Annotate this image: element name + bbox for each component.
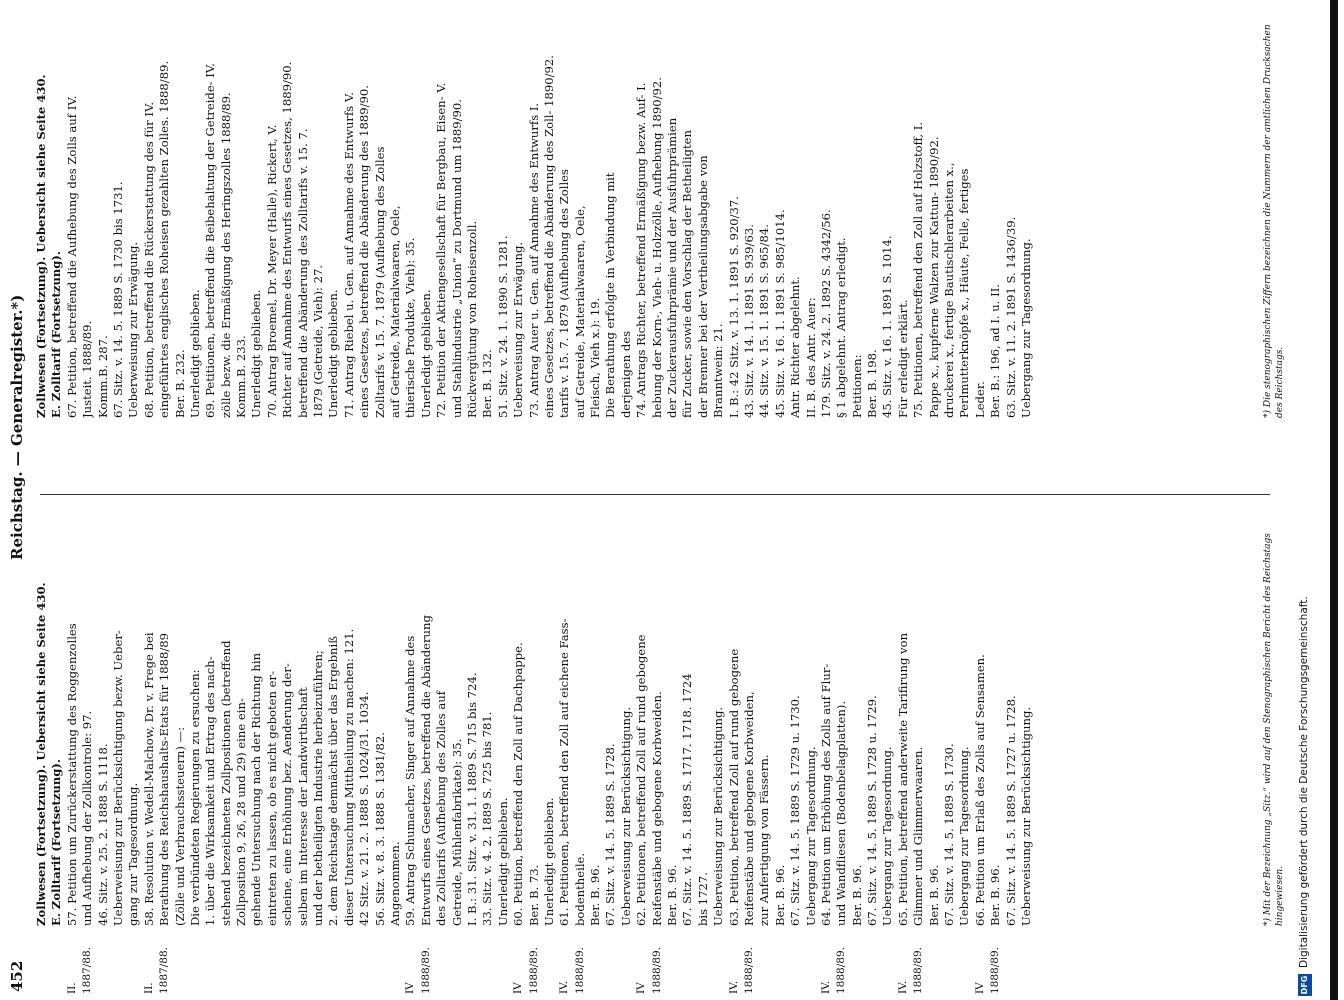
entry-text: 67. Sitz. v. 14. 5. 1889 S. 1717. 1718. 1724 [680,673,695,926]
entry-text: 63. Sitz. v. 11. 2. 1891 S. 1436/39. [1003,216,1018,418]
entry-line [511,504,526,994]
entry-text: E. Zolltarif (Fortsetzung). [49,759,64,926]
entry-text: 58. Resolution v. Wedell-Malchow, Dr. v. Frege bei [141,632,156,926]
entry-text: 67. Sitz. v. 14. 5. 1889 S. 1730. [942,743,957,926]
entry-text: selben im Interesse der Landwirthschaft [295,687,310,926]
entry-line [973,504,988,994]
entry-line [788,504,803,994]
entry-text: Komm.B. 233. [234,335,249,418]
session-label: 1888/89. [573,947,586,994]
entry-text: 71. Antrag Riebel u. Gen. auf Annahme des Entwurfs V. [341,92,356,418]
entry-line [311,504,326,994]
entry-line [680,0,695,486]
entry-text: Uebergang zur Tagesordnung. [880,746,895,926]
entry-line [173,504,188,994]
entry-text: 44. Sitz. v. 15. 1. 1891 S. 965/84. [757,224,772,418]
entry-text: Perlmutterknöpfe x., Häute, Felle, fertiges [957,168,972,418]
entry-text: Ueberweisung zur Erwägung. [511,241,526,418]
entry-text: Ber. B. 96. [772,864,787,926]
entry-line [696,0,711,486]
entry-line [527,0,542,486]
entry-line [142,504,157,994]
entry-text: Unerledigt geblieben. [541,797,556,926]
entry-text: Entwurfs eines Gesetzes, betreffend die Abänderung [418,615,433,926]
entry-line [234,0,249,486]
entry-line [757,504,772,994]
entry-line [634,0,649,486]
entry-line [111,504,126,994]
entry-text: Petitionen: [849,354,864,418]
credit-text: Digitalisierung gefördert durch die Deutsche Forschungsgemeinschaft. [1298,596,1310,968]
entry-text: Ber. B. 96. [665,864,680,926]
entry-line [834,504,849,994]
entry-text: Unerledigt geblieben. [326,289,341,418]
entry-text: 45. Sitz. v. 16. 1. 1891 S. 1014. [880,235,895,418]
entry-line [896,504,911,994]
entry-line [265,0,280,486]
entry-line [650,0,665,486]
entry-line [219,0,234,486]
entry-text: 63. Petition, betreffend Zoll auf rund gebogene [726,648,741,926]
left-column [34,504,1274,994]
session-label: 1887/88. [81,947,94,994]
entry-text: § 1 abgelehnt. Antrag erledigt. [834,237,849,418]
entry-text: und Aufhebung der Zollkontrole: 97. [80,710,95,926]
entry-line [865,504,880,994]
entry-line [49,0,64,486]
entry-line [111,0,126,486]
entry-line [80,0,95,486]
session-label: 1888/89. [912,947,925,994]
entry-text: 64. Petition um Erhöhung des Zolls auf Flur- [818,663,833,926]
right-column [34,0,1274,486]
entry-text: Ueberweisung zur Berücksichtigung. [618,706,633,926]
entry-line [988,0,1003,486]
entry-text: 46. Sitz. v. 25. 2. 1888 S. 1118. [95,743,110,926]
entry-line [203,0,218,486]
entry-line [757,0,772,486]
entry-line [650,504,665,994]
entry-line [819,0,834,486]
entry-line [896,0,911,486]
entry-text: Ber. B. 96. [988,864,1003,926]
entry-text: Glimmer und Glimmerwaaren. [911,746,926,926]
entry-text: 68. Petition, betreffend die Rückerstattung des für IV. [141,101,156,418]
entry-line [342,0,357,486]
entry-text: Berathung des Reichshaushalts-Etats für 1888/89 [157,632,172,926]
entry-text: Leder. [972,381,987,418]
session-label: II. [142,982,155,994]
entry-line [373,504,388,994]
entry-line [804,504,819,994]
entry-text: tarifs v. 15. 7. 1879 (Aufhebung des Zolles [557,169,572,418]
entry-line [696,504,711,994]
entry-line [465,504,480,994]
entry-text: Zollposition 9, 26, 28 und 29) eine ein- [234,698,249,926]
session-label: II. [65,982,78,994]
session-label: IV [635,982,648,994]
entry-text: 65. Petition, betreffend anderweite Tarifirung von [895,632,910,926]
entry-text: Uebergang zur Tagesordnung. [1019,238,1033,418]
entry-line [911,504,926,994]
entry-line [942,504,957,994]
entry-line [480,0,495,486]
entry-text: thierische Produkte, Vieh): 35. [403,237,418,418]
entry-text: Ber. B. 73. [526,864,541,926]
entry-text: 60. Petition, betreffend den Zoll auf Dachpappe. [511,642,526,926]
entry-text: 45. Sitz. v. 16. 1. 1891 S. 985/1014. [772,209,787,418]
entry-text: gang zur Tagesordnung. [126,782,141,926]
entry-line [1004,0,1019,486]
entry-text: und Stahlindustrie „Union“ zu Dortmund um 1889/90. [449,99,464,418]
entry-line [804,0,819,486]
entry-text: Ber. B. 132. [480,349,495,418]
entry-text: Richter auf Annahme des Entwurfs eines Gesetzes, 1889/90. [280,61,295,418]
entry-line [34,504,49,994]
entry-text: bodentheile. [572,852,587,926]
entry-line [557,0,572,486]
entry-text: II. B. des Antr. Auer: [803,297,818,418]
entry-text: Uebergang zur Tagesordnung. [803,746,818,926]
entry-line [957,0,972,486]
entry-text: Die Berathung erfolgte in Verbindung mit [603,172,618,418]
entry-line [527,504,542,994]
session-label: IV. [896,980,909,994]
entry-line [326,504,341,994]
entry-line [357,0,372,486]
entry-text: des Zolltarifs (Aufhebung des Zolles auf [434,690,449,926]
entry-text: 67. Petition, betreffend die Aufhebung des Zolls auf IV. [64,95,79,418]
entry-text: druckerei x., fertige Bautischlerarbeiten x., [942,162,957,418]
entry-line [157,504,172,994]
session-label: 1888/89. [419,947,432,994]
entry-line [249,504,264,994]
entry-text: 42 Sitz. v. 21. 2. 1888 S. 1024/31. 1034. [357,691,372,926]
entry-line [727,504,742,994]
entry-line [388,504,403,994]
entry-text: Unerledigt geblieben. [187,289,202,418]
entry-line [603,504,618,994]
entry-text: auf Getreide, Materialwaaren, Oele, [572,205,587,418]
entry-text: dieser Untersuchung Mittheilung zu machen: 121. [341,628,356,926]
entry-text: 72. Petition der Aktiengesellschaft für Bergbau, Eisen- V. [434,82,449,418]
entry-text: Ber. B.: 196, ad I. u. II. [988,284,1003,418]
entry-text: Justeit. 1888/89. [80,320,95,418]
entry-text: Ueberweisung zur Berücksichtigung. [1019,706,1033,926]
session-label: 1888/89. [527,947,540,994]
entry-text: für Zucker, sowie den Vorschlag der Betheiligten [680,130,695,418]
entry-text: 43. Sitz. v. 14. 1. 1891 S. 939/63. [741,224,756,418]
entry-text: der Brenner bei der Vertheilungsabgabe von [695,155,710,418]
entry-line [988,504,1003,994]
entry-text: Branntwein: 21. [711,323,726,418]
entry-line [880,504,895,994]
entry-line [296,0,311,486]
entry-line [342,504,357,994]
entry-text: Reifenstäbe und gebogene Korbweiden. [649,691,664,926]
entry-line [403,504,418,994]
entry-text: stehend bezeichneten Zollpositionen (betreffend [218,640,233,926]
entry-text: 1879 (Getreide, Vieh): 27. [311,264,326,418]
entry-line [203,504,218,994]
entry-line [173,0,188,486]
entry-line [834,0,849,486]
entry-line [711,504,726,994]
entry-line [773,504,788,994]
entry-line [880,0,895,486]
entry-text: Komm.B. 287. [95,335,110,418]
entry-text: Pappe x., kupferne Walzen zur Kattun- 1890/92. [926,136,941,418]
entry-text: Ber. B. 96. [849,864,864,926]
entry-line [234,504,249,994]
entry-text: 70. Antrag Broemel, Dr. Meyer (Halle), Rickert, V. [264,124,279,418]
entry-text: Unerledigt geblieben. [249,289,264,418]
entry-text: Ber. B. 96. [926,864,941,926]
entry-text: Antr. Richter abgelehnt. [788,276,803,418]
entry-text: auf Getreide, Materialwaaren, Oele, [387,205,402,418]
entry-line [727,0,742,486]
entry-text: eingeführtes englisches Roheisen gezahlten Zolles. 1888/89. [157,60,172,418]
entry-line [1019,504,1034,994]
entry-line [157,0,172,486]
dfg-logo: DFG [1298,974,1312,996]
entry-line [49,504,64,994]
entry-line [450,504,465,994]
digitization-credit [1298,0,1314,1000]
entry-text: 74. Antrags Richter, betreffend Ermäßigung bezw. Auf- I. [634,82,649,418]
entry-line [249,0,264,486]
entry-line [357,504,372,994]
session-label: 1888/89. [989,947,1002,994]
entry-text: Uebergang zur Tagesordnung. [957,746,972,926]
entry-text: der Zuckerausfuhrprämie und der Ausfuhrprämien [665,117,680,418]
entry-line [927,0,942,486]
entry-text: Ueberweisung zur Berücksichtigung. [711,706,726,926]
entry-text: E. Zolltarif (Fortsetzung). [49,251,64,418]
entry-text: Angenommen. [387,841,402,926]
entry-line [65,504,80,994]
entry-line [927,504,942,994]
entry-line [465,0,480,486]
entry-text: 75. Petitionen, betreffend den Zoll auf Holzstoff, I. [911,121,926,418]
entry-text: eines Gesetzes, betreffend die Abänderung des 1889/90. [357,85,372,418]
entry-text: Die verbündeten Regierungen zu ersuchen: [187,669,202,926]
entry-text: Zollwesen (Fortsetzung). Uebersicht siehe Seite 430. [34,74,48,418]
entry-text: 59. Antrag Schumacher, Singer auf Annahme des [403,635,418,926]
session-label: 1888/89. [835,947,848,994]
entry-line [542,504,557,994]
entry-line [219,504,234,994]
entry-line [126,504,141,994]
footnote-left: *) Mit der Bezeichnung „Sitz.“ wird auf den Stenographischen Bericht des Reichstags hingewiesen. [1263,533,1285,926]
entry-line [788,0,803,486]
entry-text: (Zölle und Verbrauchssteuern) —: [172,726,187,926]
entry-text: scheine, eine Erhöhung bez. Aenderung der- [280,663,295,926]
entry-line [388,0,403,486]
entry-line [711,0,726,486]
session-label: IV [973,982,986,994]
entry-text: Ber. B. 96. [588,864,603,926]
entry-text: 1. über die Wirksamkeit und Ertrag des nach- [203,656,218,926]
entry-line [480,504,495,994]
entry-text: und Wandfliesen (Bodenbelagplatten). [834,700,849,926]
entry-line [188,0,203,486]
entry-text: und der betheiligten Industrie herbeizuführen; [311,650,326,926]
session-label: IV. [819,980,832,994]
entry-text: Unerledigt geblieben. [495,797,510,926]
entry-line [96,0,111,486]
entry-line [573,504,588,994]
entry-line [1019,0,1034,486]
entry-line [496,0,511,486]
session-label: IV [404,982,417,994]
entry-line [680,504,695,994]
entry-line [850,504,865,994]
entry-line [619,0,634,486]
entry-line [819,504,834,994]
entry-line [665,504,680,994]
entry-line [973,0,988,486]
entry-line [511,0,526,486]
entry-line [1004,504,1019,994]
entry-text: bis 1727. [695,872,710,926]
session-label: IV. [558,980,571,994]
entry-line [265,504,280,994]
entry-text: 67. Sitz. v. 14. 5. 1889 S. 1727 u. 1728. [1003,695,1018,926]
entry-line [280,0,295,486]
entry-line [619,504,634,994]
entry-text: 33. Sitz. v. 4. 2. 1889 S. 725 bis 781. [480,711,495,926]
footnote-right: *) Die stenographischen Ziffern bezeichnen die Nummern der amtlichen Drucksachen des Reichstags. [1263,24,1285,418]
entry-text: 69. Petitionen, betreffend die Beibehaltung der Getreide- IV. [203,63,218,418]
entry-line [419,0,434,486]
entry-line [588,504,603,994]
entry-text: I. B.: 31. Sitz. v. 31. 1. 1889 S. 715 bis 724. [464,672,479,926]
entry-text: Reifenstäbe und gebogene Korbweiden, [741,691,756,926]
entry-line [142,0,157,486]
entry-text: Fleisch, Vieh x.): 19. [588,297,603,418]
entry-line [742,0,757,486]
entry-line [403,0,418,486]
entry-line [957,504,972,994]
entry-line [557,504,572,994]
session-label: IV. [727,980,740,994]
entry-line [634,504,649,994]
entry-line [311,0,326,486]
entry-text: Ber. B. 232. [172,349,187,418]
entry-line [373,0,388,486]
entry-line [434,504,449,994]
entry-line [450,0,465,486]
entry-text: Zolltarifs v. 15. 7. 1879 (Aufhebung des Zolles [372,146,387,418]
entry-line [419,504,434,994]
entry-text: Getreide, Mühlenfabrikate): 35. [449,738,464,926]
session-label: IV [512,982,525,994]
entry-line [496,504,511,994]
entry-text: Ber. B. 198. [865,349,880,418]
entry-text: 57. Petition um Zurückerstattung des Roggenzolles [64,623,79,926]
column-divider [40,494,1270,495]
entry-line [80,504,95,994]
entry-text: gehende Untersuchung nach der Richtung hin [249,652,264,926]
entry-text: eines Gesetzes, betreffend die Abänderung des Zoll- 1890/92. [541,55,556,418]
entry-text: I. B.: 42 Sitz. v. 13. 1. 1891 S. 920/37. [726,196,741,418]
entry-line [280,504,295,994]
entry-line [603,0,618,486]
entry-line [296,504,311,994]
entry-line [742,504,757,994]
entry-line [326,0,341,486]
session-label: 1888/89. [742,947,755,994]
entry-text: Unerledigt geblieben. [418,289,433,418]
entry-text: Ueberweisung zur Berücksichtigung bezw. Ueber- [110,630,125,926]
entry-line [665,0,680,486]
entry-text: derjenigen des [618,330,633,418]
entry-line [588,0,603,486]
entry-text: 61. Petitionen, betreffend den Zoll auf eichene Fass- [557,618,572,926]
entry-text: 67. Sitz. v. 14. 5. 1889 S. 1730 bis 1731. [110,181,125,418]
session-label: 1888/89. [650,947,663,994]
entry-line [188,504,203,994]
entry-line [773,0,788,486]
entry-text: betreffend die Abänderung des Zolltarifs v. 15. 7. [295,128,310,418]
entry-line [542,0,557,486]
entry-line [942,0,957,486]
entry-text: Rückvergütung von Roheisenzoll. [464,220,479,418]
entry-text: 62. Petitionen, betreffend Zoll auf rund gebogene [634,634,649,926]
entry-text: 67. Sitz. v. 14. 5. 1889 S. 1729 u. 1730. [788,695,803,926]
entry-text: 179. Sitz. v. 24. 2. 1892 S. 4342/56. [818,209,833,418]
entry-text: hebung der Korn-, Vieh- u. Holzzölle, Aufhebung 1890/92. [649,77,664,418]
entry-text: Für erledigt erklärt. [895,299,910,418]
scan-edge [1330,0,1338,1000]
entry-text: 73. Antrag Auer u. Gen. auf Annahme des Entwurfs I. [526,102,541,418]
entry-text: Zollwesen (Fortsetzung). Uebersicht siehe Seite 430. [34,582,48,926]
entry-line [911,0,926,486]
entry-line [573,0,588,486]
entry-line [126,0,141,486]
entry-text: 67. Sitz. v. 14. 5. 1889 S. 1728 u. 1729. [865,695,880,926]
entry-text: 56. Sitz. v. 8. 3. 1888 S. 1381/82. [372,732,387,926]
entry-line [96,504,111,994]
entry-line [434,0,449,486]
entry-text: 67. Sitz. v. 14. 5. 1889 S. 1728. [603,743,618,926]
entry-text: 66. Petition um Erlaß des Zolls auf Sensamen. [972,654,987,926]
entry-text: 2. dem Reichstage demnächst über das Ergebniß [326,636,341,926]
page-header [0,0,38,1000]
session-label: 1887/88. [158,947,171,994]
entry-text: eintreten zu lassen, ob es nicht geboten er- [264,671,279,926]
page-number: 452 [8,960,26,992]
entry-text: zölle bezw. die Ermäßigung des Heringszolles 1888/89. [218,92,233,418]
entry-text: Ueberweisung zur Erwägung. [126,241,141,418]
entry-line [65,0,80,486]
entry-text: 51. Sitz. v. 24. 1. 1890 S. 1281. [495,235,510,418]
entry-line [34,0,49,486]
running-title: Reichstag. — Generalregister.*) [8,294,26,560]
entry-text: zur Anfertigung von Fässern. [757,754,772,926]
entry-line [865,0,880,486]
entry-line [850,0,865,486]
